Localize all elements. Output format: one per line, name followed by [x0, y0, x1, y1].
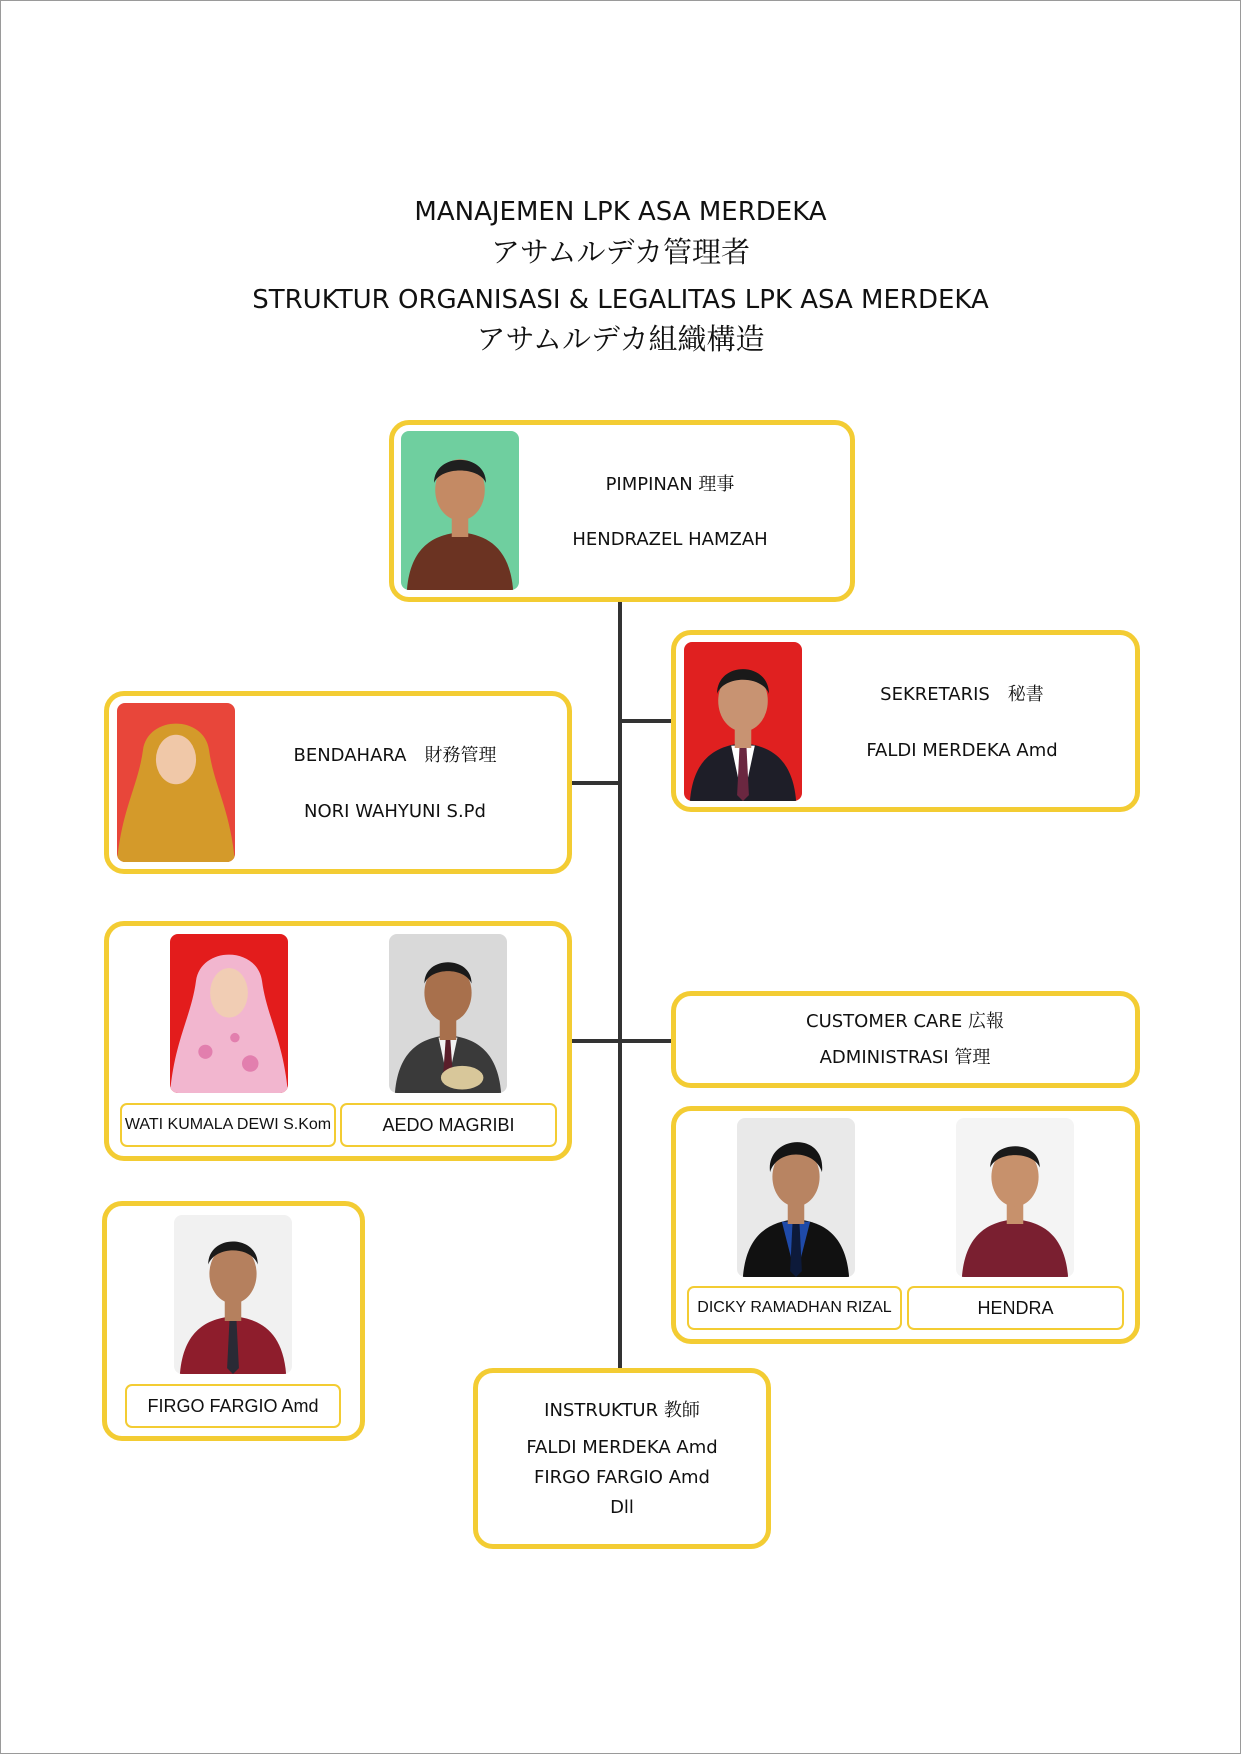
pimpinan-role: PIMPINAN 理事	[605, 474, 735, 495]
title-structure-jp: アサムルデカ組織構造	[476, 322, 765, 356]
instruktur-role: INSTRUKTUR 教師	[544, 1400, 700, 1421]
aedo-name: AEDO MAGRIBI	[382, 1115, 515, 1135]
connector-customer-care	[620, 1039, 672, 1043]
firgo-name-box	[125, 1384, 341, 1428]
photo-dicky	[737, 1118, 855, 1277]
node-customer-care	[671, 991, 1140, 1088]
staff-right-name-1	[687, 1286, 902, 1330]
photo-pimpinan	[401, 431, 519, 590]
photo-wati	[170, 934, 288, 1093]
customer-care-line1: CUSTOMER CARE 広報	[806, 1011, 1004, 1032]
person-icon	[174, 1215, 292, 1374]
bendahara-name: NORI WAHYUNI S.Pd	[304, 801, 486, 822]
person-icon	[684, 642, 802, 801]
instruktur-line-2: FIRGO FARGIO Amd	[534, 1467, 710, 1488]
staff-left-name-1	[120, 1103, 336, 1147]
pimpinan-name: HENDRAZEL HAMZAH	[572, 529, 768, 550]
sekretaris-role: SEKRETARIS 秘書	[880, 684, 1044, 705]
bendahara-role: BENDAHARA 財務管理	[293, 745, 497, 766]
photo-firgo	[174, 1215, 292, 1374]
photo-sekretaris	[684, 642, 802, 801]
person-icon	[737, 1118, 855, 1277]
photo-hendra	[956, 1118, 1074, 1277]
photo-bendahara	[117, 703, 235, 862]
customer-care-line2: ADMINISTRASI 管理	[819, 1047, 991, 1068]
hendra-name: HENDRA	[977, 1298, 1054, 1318]
person-icon	[401, 431, 519, 590]
dicky-name: DICKY RAMADHAN RIZAL	[697, 1299, 892, 1316]
person-icon	[956, 1118, 1074, 1277]
person-icon	[389, 934, 507, 1093]
sekretaris-name: FALDI MERDEKA Amd	[866, 740, 1058, 761]
connector-bendahara	[570, 781, 620, 785]
connector-trunk	[618, 598, 622, 1368]
title-structure: STRUKTUR ORGANISASI & LEGALITAS LPK ASA MERDEKA	[252, 285, 989, 315]
instruktur-line-1: FALDI MERDEKA Amd	[526, 1437, 718, 1458]
photo-aedo	[389, 934, 507, 1093]
person-icon	[170, 934, 288, 1093]
connector-sekretaris	[620, 719, 672, 723]
firgo-name: FIRGO FARGIO Amd	[147, 1396, 319, 1416]
connector-admin-left	[570, 1039, 620, 1043]
instruktur-line-3: Dll	[610, 1497, 634, 1518]
person-icon	[117, 703, 235, 862]
staff-right-name-2	[907, 1286, 1124, 1330]
title-management: MANAJEMEN LPK ASA MERDEKA	[414, 197, 827, 227]
wati-name: WATI KUMALA DEWI S.Kom	[124, 1116, 332, 1133]
title-management-jp: アサムルデカ管理者	[491, 235, 750, 269]
staff-left-name-2	[340, 1103, 557, 1147]
